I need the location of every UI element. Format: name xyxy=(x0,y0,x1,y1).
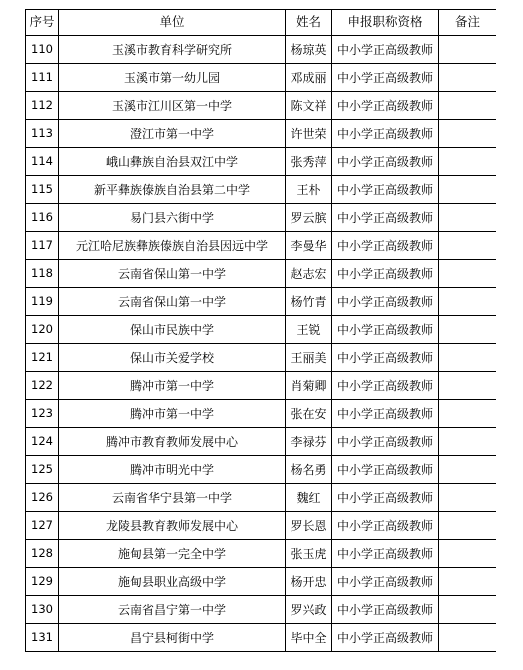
row-person-name: 李禄芬 xyxy=(286,428,332,456)
header-name: 姓名 xyxy=(286,10,332,36)
row-title: 中小学正高级教师 xyxy=(332,232,439,260)
table-row xyxy=(26,288,497,316)
row-title: 中小学正高级教师 xyxy=(332,288,439,316)
row-number: 125 xyxy=(26,456,59,484)
row-title: 中小学正高级教师 xyxy=(332,400,439,428)
row-unit: 腾冲市第一中学 xyxy=(59,400,286,428)
table-row xyxy=(26,372,497,400)
table-row xyxy=(26,176,497,204)
row-title: 中小学正高级教师 xyxy=(332,36,439,64)
row-person-name: 许世荣 xyxy=(286,120,332,148)
row-person-name: 张秀萍 xyxy=(286,148,332,176)
row-title: 中小学正高级教师 xyxy=(332,428,439,456)
table-row xyxy=(26,540,497,568)
row-person-name: 张玉虎 xyxy=(286,540,332,568)
row-note xyxy=(439,148,497,176)
row-unit: 保山市民族中学 xyxy=(59,316,286,344)
row-note xyxy=(439,260,497,288)
row-unit: 云南省保山第一中学 xyxy=(59,260,286,288)
row-title: 中小学正高级教师 xyxy=(332,540,439,568)
row-person-name: 肖菊卿 xyxy=(286,372,332,400)
row-note xyxy=(439,428,497,456)
row-title: 中小学正高级教师 xyxy=(332,260,439,288)
row-person-name: 张在安 xyxy=(286,400,332,428)
row-note xyxy=(439,64,497,92)
table-row xyxy=(26,568,497,596)
row-number: 129 xyxy=(26,568,59,596)
row-unit: 云南省昌宁第一中学 xyxy=(59,596,286,624)
row-number: 112 xyxy=(26,92,59,120)
table-row xyxy=(26,148,497,176)
table-row xyxy=(26,400,497,428)
row-unit: 元江哈尼族彝族傣族自治县因远中学 xyxy=(59,232,286,260)
row-unit: 易门县六街中学 xyxy=(59,204,286,232)
row-note xyxy=(439,176,497,204)
row-unit: 玉溪市江川区第一中学 xyxy=(59,92,286,120)
table-row xyxy=(26,316,497,344)
row-unit: 腾冲市第一中学 xyxy=(59,372,286,400)
row-unit: 腾冲市明光中学 xyxy=(59,456,286,484)
table-row xyxy=(26,120,497,148)
table-row xyxy=(26,260,497,288)
row-person-name: 罗云膑 xyxy=(286,204,332,232)
row-unit: 澄江市第一中学 xyxy=(59,120,286,148)
row-person-name: 杨名勇 xyxy=(286,456,332,484)
row-number: 116 xyxy=(26,204,59,232)
row-title: 中小学正高级教师 xyxy=(332,148,439,176)
row-person-name: 王丽美 xyxy=(286,344,332,372)
row-number: 131 xyxy=(26,624,59,652)
table-row xyxy=(26,344,497,372)
row-number: 113 xyxy=(26,120,59,148)
table-row xyxy=(26,596,497,624)
row-number: 123 xyxy=(26,400,59,428)
row-unit: 云南省保山第一中学 xyxy=(59,288,286,316)
row-person-name: 杨开忠 xyxy=(286,568,332,596)
row-unit: 昌宁县柯街中学 xyxy=(59,624,286,652)
row-title: 中小学正高级教师 xyxy=(332,372,439,400)
row-number: 118 xyxy=(26,260,59,288)
row-number: 120 xyxy=(26,316,59,344)
row-note xyxy=(439,204,497,232)
table-row xyxy=(26,624,497,652)
row-title: 中小学正高级教师 xyxy=(332,568,439,596)
row-unit: 玉溪市第一幼儿园 xyxy=(59,64,286,92)
table-row xyxy=(26,204,497,232)
row-number: 122 xyxy=(26,372,59,400)
row-title: 中小学正高级教师 xyxy=(332,484,439,512)
crop-edge xyxy=(496,0,523,670)
row-person-name: 杨琼英 xyxy=(286,36,332,64)
table-row xyxy=(26,484,497,512)
row-number: 117 xyxy=(26,232,59,260)
row-note xyxy=(439,484,497,512)
table-row xyxy=(26,36,497,64)
row-number: 128 xyxy=(26,540,59,568)
header-title: 申报职称资格 xyxy=(332,10,439,36)
row-number: 130 xyxy=(26,596,59,624)
row-number: 124 xyxy=(26,428,59,456)
row-number: 127 xyxy=(26,512,59,540)
row-unit: 峨山彝族自治县双江中学 xyxy=(59,148,286,176)
row-unit: 玉溪市教育科学研究所 xyxy=(59,36,286,64)
row-number: 110 xyxy=(26,36,59,64)
table-row xyxy=(26,428,497,456)
row-note xyxy=(439,372,497,400)
row-note xyxy=(439,232,497,260)
header-no: 序号 xyxy=(26,10,59,36)
row-person-name: 魏红 xyxy=(286,484,332,512)
row-note xyxy=(439,344,497,372)
table-header-row xyxy=(26,10,497,36)
row-person-name: 李曼华 xyxy=(286,232,332,260)
row-person-name: 罗长恩 xyxy=(286,512,332,540)
table-row xyxy=(26,512,497,540)
row-note xyxy=(439,92,497,120)
table-row xyxy=(26,92,497,120)
row-number: 121 xyxy=(26,344,59,372)
row-note xyxy=(439,596,497,624)
row-note xyxy=(439,120,497,148)
table-row xyxy=(26,64,497,92)
row-note xyxy=(439,288,497,316)
row-person-name: 陈文祥 xyxy=(286,92,332,120)
row-title: 中小学正高级教师 xyxy=(332,92,439,120)
header-unit: 单位 xyxy=(59,10,286,36)
row-person-name: 杨竹青 xyxy=(286,288,332,316)
row-unit: 腾冲市教育教师发展中心 xyxy=(59,428,286,456)
table-row xyxy=(26,456,497,484)
row-person-name: 毕中全 xyxy=(286,624,332,652)
row-unit: 施甸县职业高级中学 xyxy=(59,568,286,596)
roster-table xyxy=(25,9,497,652)
row-title: 中小学正高级教师 xyxy=(332,316,439,344)
row-note xyxy=(439,456,497,484)
row-number: 114 xyxy=(26,148,59,176)
row-unit: 云南省华宁县第一中学 xyxy=(59,484,286,512)
row-note xyxy=(439,512,497,540)
row-note xyxy=(439,624,497,652)
row-person-name: 王锐 xyxy=(286,316,332,344)
table-row xyxy=(26,232,497,260)
row-person-name: 邓成丽 xyxy=(286,64,332,92)
row-note xyxy=(439,540,497,568)
row-title: 中小学正高级教师 xyxy=(332,120,439,148)
row-title: 中小学正高级教师 xyxy=(332,64,439,92)
row-title: 中小学正高级教师 xyxy=(332,204,439,232)
row-title: 中小学正高级教师 xyxy=(332,176,439,204)
row-title: 中小学正高级教师 xyxy=(332,624,439,652)
row-note xyxy=(439,400,497,428)
row-title: 中小学正高级教师 xyxy=(332,512,439,540)
row-note xyxy=(439,316,497,344)
row-number: 119 xyxy=(26,288,59,316)
row-person-name: 罗兴政 xyxy=(286,596,332,624)
row-unit: 施甸县第一完全中学 xyxy=(59,540,286,568)
row-note xyxy=(439,36,497,64)
row-unit: 新平彝族傣族自治县第二中学 xyxy=(59,176,286,204)
row-note xyxy=(439,568,497,596)
row-number: 111 xyxy=(26,64,59,92)
header-note: 备注 xyxy=(439,10,497,36)
row-number: 115 xyxy=(26,176,59,204)
row-person-name: 王朴 xyxy=(286,176,332,204)
row-title: 中小学正高级教师 xyxy=(332,456,439,484)
row-unit: 保山市关爱学校 xyxy=(59,344,286,372)
row-unit: 龙陵县教育教师发展中心 xyxy=(59,512,286,540)
row-title: 中小学正高级教师 xyxy=(332,344,439,372)
row-number: 126 xyxy=(26,484,59,512)
row-person-name: 赵志宏 xyxy=(286,260,332,288)
row-title: 中小学正高级教师 xyxy=(332,596,439,624)
